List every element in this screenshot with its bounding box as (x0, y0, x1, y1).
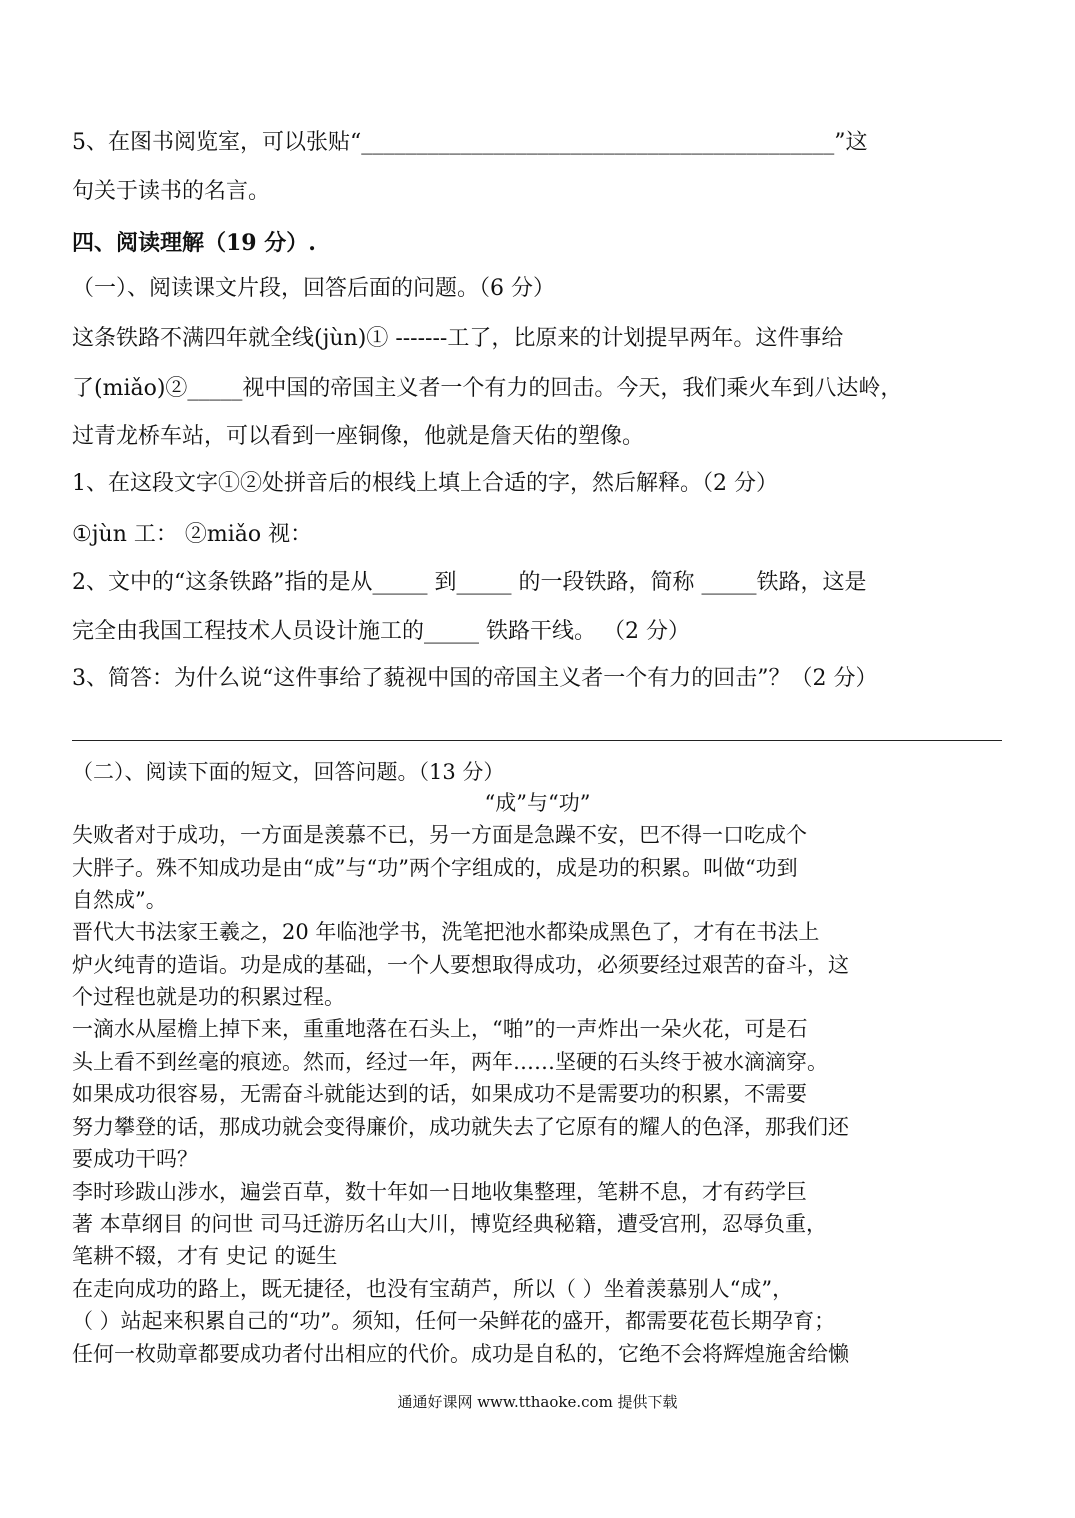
section-4-heading: 四、阅读理解（19 分）. (72, 230, 316, 256)
article-line-1: 失败者对于成功，一方面是羡慕不已，另一方面是急躁不安，巴不得一口吃成个 (72, 823, 807, 847)
article-line-2: 大胖子。殊不知成功是由“成”与“功”两个字组成的，成是功的积累。叫做“功到 (72, 856, 798, 880)
article-line-15: 在走向成功的路上，既无捷径，也没有宝葫芦，所以（ ）坐着羡慕别人“成”， (72, 1277, 794, 1301)
footer-watermark: 通通好课网 www.tthaoke.com 提供下载 (397, 1393, 678, 1411)
passage-1-line3: 过青龙桥车站，可以看到一座铜像，他就是詹天佑的塑像。 (72, 424, 645, 449)
question-2-line1: 2、文中的“这条铁路”指的是从_____ 到_____ 的一段铁路，简称 _____铁路，这是 (72, 570, 867, 595)
question-1-answers: ①jùn 工： ②miǎo 视： (72, 522, 313, 547)
question-5-line1: 5、在图书阅览室，可以张贴“___________________________________________”这 (72, 130, 868, 155)
answer-line (72, 740, 1002, 741)
part-1-heading: （一）、阅读课文片段，回答后面的问题。（6 分） (72, 276, 555, 301)
article-line-6: 个过程也就是功的积累过程。 (72, 985, 345, 1009)
question-5-line2: 句关于读书的名言。 (72, 179, 271, 204)
article-line-10: 努力攀登的话，那成功就会变得廉价，成功就失去了它原有的耀人的色泽，那我们还 (72, 1115, 849, 1139)
article-line-12: 李时珍跋山涉水，遍尝百草，数十年如一日地收集整理，笔耕不息，才有药学巨 (72, 1180, 807, 1204)
article-line-17: 任何一枚勋章都要成功者付出相应的代价。成功是自私的，它绝不会将辉煌施舍给懒 (72, 1342, 849, 1366)
passage-1-line1: 这条铁路不满四年就全线(jùn)① -------工了，比原来的计划提早两年。这件事给 (72, 326, 844, 351)
article-line-11: 要成功干吗？ (72, 1147, 198, 1171)
article-line-16: （ ）站起来积累自己的“功”。须知，任何一朵鲜花的盛开，都需要花苞长期孕育； (72, 1309, 836, 1333)
article-line-9: 如果成功很容易，无需奋斗就能达到的话，如果成功不是需要功的积累，不需要 (72, 1082, 807, 1106)
article-line-5: 炉火纯青的造诣。功是成的基础，一个人要想取得成功，必须要经过艰苦的奋斗，这 (72, 953, 849, 977)
question-2-line2: 完全由我国工程技术人员设计施工的_____ 铁路干线。 （2 分） (72, 619, 690, 644)
article-title: “成”与“功” (484, 791, 591, 815)
article-line-8: 头上看不到丝毫的痕迹。然而，经过一年，两年……坚硬的石头终于被水滴滴穿。 (72, 1050, 828, 1074)
question-3: 3、简答：为什么说“这件事给了藐视中国的帝国主义者一个有力的回击”？（2 分） (72, 666, 878, 691)
article-line-14: 笔耕不辍，才有 史记 的诞生 (72, 1244, 338, 1268)
part-2-heading: （二）、阅读下面的短文，回答问题。（13 分） (72, 760, 505, 784)
article-line-3: 自然成”。 (72, 888, 167, 912)
article-line-13: 著 本草纲目 的问世 司马迁游历名山大川，博览经典秘籍，遭受宫刑，忍辱负重， (72, 1212, 828, 1236)
article-line-4: 晋代大书法家王羲之，20 年临池学书，洗笔把池水都染成黑色了，才有在书法上 (72, 920, 820, 944)
question-1: 1、在这段文字①②处拼音后的根线上填上合适的字，然后解释。（2 分） (72, 471, 778, 496)
passage-1-line2: 了(miǎo)②_____视中国的帝国主义者一个有力的回击。今天，我们乘火车到八达岭， (72, 376, 903, 401)
article-line-7: 一滴水从屋檐上掉下来，重重地落在石头上，“啪”的一声炸出一朵火花，可是石 (72, 1017, 808, 1041)
